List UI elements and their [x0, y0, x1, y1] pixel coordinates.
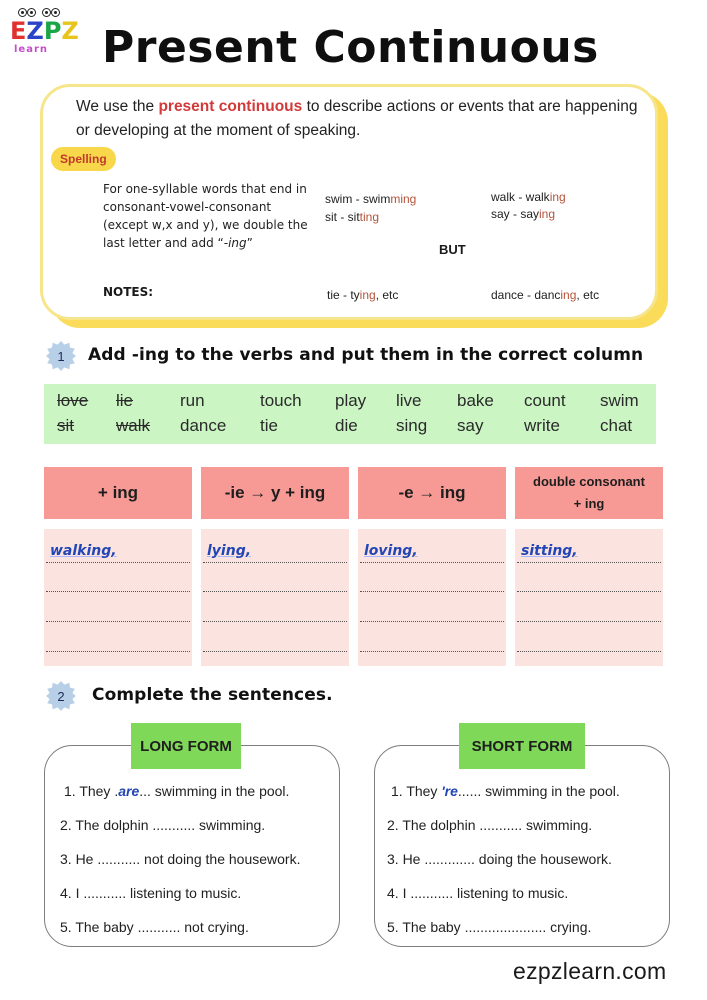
writing-line[interactable]: [203, 562, 347, 563]
column-header-line1: double consonant: [533, 474, 645, 489]
writing-line[interactable]: [360, 621, 504, 622]
long-sentence-2[interactable]: 2. The dolphin ........... swimming.: [60, 817, 266, 833]
rule-ing: -ing: [223, 236, 247, 250]
footer-site-url: ezpzlearn.com: [513, 958, 667, 984]
writing-line[interactable]: [46, 591, 190, 592]
short-sentence-4[interactable]: 4. I ........... listening to music.: [387, 885, 569, 901]
verb-item: walk: [116, 416, 151, 435]
verb-item: dance: [180, 416, 227, 435]
writing-line[interactable]: [203, 651, 347, 652]
logo-letter: E: [10, 17, 26, 45]
example-tail: , etc: [375, 288, 399, 302]
exercise-number-badge: [46, 341, 76, 371]
writing-line[interactable]: [517, 621, 661, 622]
column-header-e-ing: -e → ing: [358, 467, 506, 519]
column-header-double-consonant: [515, 467, 663, 519]
example-ing: ting: [359, 210, 380, 224]
intro-text-before: We use the: [76, 98, 159, 115]
column-header-plus-ing: + ing: [44, 467, 192, 519]
example-base: dance - danc: [491, 288, 561, 302]
verb-item: play: [335, 391, 367, 410]
long-sentence-3[interactable]: 3. He ........... not doing the housework.: [60, 851, 301, 867]
example-ing: ing: [560, 288, 577, 302]
short-form-box: [374, 745, 670, 947]
answer-column-double-consonant[interactable]: [515, 529, 663, 666]
writing-line[interactable]: [46, 621, 190, 622]
exercise-number: 2: [57, 688, 65, 704]
logo-subtext: learn: [14, 44, 49, 55]
short-sentence-2[interactable]: 2. The dolphin ........... swimming.: [387, 817, 593, 833]
verb-item: run: [180, 391, 205, 410]
short-sentence-3[interactable]: 3. He ............. doing the housework.: [387, 851, 612, 867]
verb-item: live: [396, 391, 422, 410]
eye-icon: [18, 8, 27, 17]
verb-item: swim: [600, 391, 639, 410]
sentence-text: 1. They: [391, 783, 442, 799]
verb-item: say: [457, 416, 484, 435]
exercise-number: 1: [57, 348, 65, 364]
example-dance: [491, 286, 599, 304]
answer-text: sitting,: [521, 543, 578, 559]
long-sentence-5[interactable]: 5. The baby ........... not crying.: [60, 919, 249, 935]
sentence-answer: are: [118, 783, 140, 799]
short-sentence-5[interactable]: 5. The baby ..................... crying.: [387, 919, 592, 935]
example-walk: [491, 188, 566, 206]
exercise1-heading: Add -ing to the verbs and put them in the correct column: [88, 345, 644, 365]
sentence-text: ...... swimming in the pool.: [457, 783, 620, 799]
writing-line[interactable]: [203, 621, 347, 622]
eye-icon: [27, 8, 36, 17]
writing-line[interactable]: [360, 562, 504, 563]
sentence-text: ... swimming in the pool.: [139, 783, 290, 799]
example-ing: ing: [359, 288, 376, 302]
exercise-number-badge: [46, 681, 76, 711]
long-form-label: LONG FORM: [131, 723, 241, 769]
example-ing: ming: [390, 192, 417, 206]
example-base: swim - swim: [325, 192, 391, 206]
intro-box: [40, 84, 658, 320]
verb-item: write: [524, 416, 560, 435]
verb-item: chat: [600, 416, 633, 435]
intro-text-after: to describe actions or events that are happening or developing at the moment of speaking.: [76, 98, 638, 139]
spelling-badge: Spelling: [51, 147, 116, 171]
answer-column-ie-y-ing[interactable]: [201, 529, 349, 666]
example-sit: [325, 208, 379, 226]
verb-item: touch: [260, 391, 302, 410]
writing-line[interactable]: [360, 591, 504, 592]
example-base: sit - sit: [325, 210, 360, 224]
example-tail: , etc: [576, 288, 600, 302]
writing-line[interactable]: [203, 591, 347, 592]
example-ing: ing: [549, 190, 566, 204]
answer-column-plus-ing[interactable]: [44, 529, 192, 666]
answer-text: walking,: [50, 543, 117, 559]
verb-item: sit: [57, 416, 74, 435]
rule-quote: ”: [246, 236, 253, 250]
long-sentence-1[interactable]: [64, 783, 289, 799]
short-sentence-1[interactable]: [391, 783, 620, 799]
page-title: Present Continuous: [102, 22, 599, 73]
verb-item: die: [335, 416, 358, 435]
eye-icon: [51, 8, 60, 17]
verb-item: bake: [457, 391, 494, 410]
sentence-answer: 're: [441, 783, 458, 799]
logo-letter: Z: [26, 17, 43, 45]
verb-item: tie: [260, 416, 278, 435]
logo-letter: P: [43, 17, 61, 45]
intro-highlight: present continuous: [158, 98, 303, 115]
writing-line[interactable]: [46, 651, 190, 652]
writing-line[interactable]: [517, 591, 661, 592]
verb-item: count: [524, 391, 566, 410]
example-swim: [325, 190, 416, 208]
column-header-line2: + ing: [573, 496, 605, 511]
verb-item: lie: [116, 391, 134, 410]
writing-line[interactable]: [517, 651, 661, 652]
answer-text: lying,: [207, 543, 252, 559]
answer-text: loving,: [364, 543, 418, 559]
example-base: tie - ty: [327, 288, 360, 302]
notes-label: NOTES:: [103, 285, 154, 299]
example-base: walk - walk: [491, 190, 550, 204]
long-sentence-4[interactable]: 4. I ........... listening to music.: [60, 885, 242, 901]
example-base: say - say: [491, 207, 540, 221]
column-header-ie-y-ing: -ie → y + ing: [201, 467, 349, 519]
logo-letter: Z: [61, 17, 78, 45]
verb-item: sing: [396, 416, 428, 435]
example-say: [491, 205, 555, 223]
writing-line[interactable]: [360, 651, 504, 652]
writing-line[interactable]: [517, 562, 661, 563]
verb-bank: [44, 384, 656, 444]
ezpz-logo-icon: [8, 6, 78, 55]
rule-text: For one-syllable words that end in consonant-vowel-consonant (except w,x and y), we double the last letter and add “: [103, 182, 308, 250]
example-tie: [327, 286, 398, 304]
short-form-label: SHORT FORM: [459, 723, 585, 769]
verb-item: love: [57, 391, 89, 410]
intro-definition: [76, 95, 646, 143]
spelling-rule: [103, 180, 313, 252]
example-ing: ing: [539, 207, 556, 221]
sentence-text: 1. They .: [64, 783, 119, 799]
but-label: BUT: [439, 242, 466, 257]
long-form-box: [44, 745, 340, 947]
eye-icon: [42, 8, 51, 17]
writing-line[interactable]: [46, 562, 190, 563]
exercise2-heading: Complete the sentences.: [92, 685, 333, 705]
answer-column-e-ing[interactable]: [358, 529, 506, 666]
